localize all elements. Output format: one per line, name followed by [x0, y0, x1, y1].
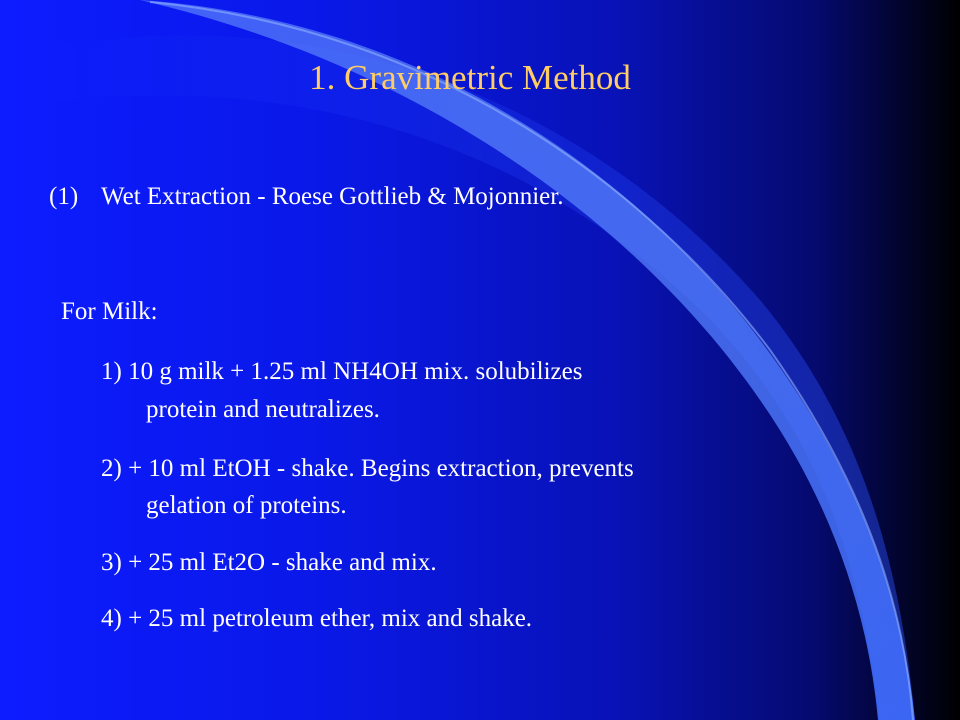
- step-4-line-1: 4) + 25 ml petroleum ether, mix and shake.: [101, 605, 533, 632]
- step-2-line-1: 2) + 10 ml EtOH - shake. Begins extraction, prevents: [101, 455, 634, 482]
- section-heading: Wet Extraction - Roese Gottlieb & Mojonnier.: [101, 183, 564, 210]
- step-1-line-2: protein and neutralizes.: [146, 396, 380, 423]
- step-2-line-2: gelation of proteins.: [146, 492, 347, 519]
- slide-title: 1. Gravimetric Method: [309, 58, 631, 97]
- section-number: (1): [49, 183, 79, 210]
- subheading-for-milk: For Milk:: [61, 298, 158, 325]
- step-1-line-1: 1) 10 g milk + 1.25 ml NH4OH mix. solubilizes: [101, 358, 583, 385]
- step-3-line-1: 3) + 25 ml Et2O - shake and mix.: [101, 549, 437, 576]
